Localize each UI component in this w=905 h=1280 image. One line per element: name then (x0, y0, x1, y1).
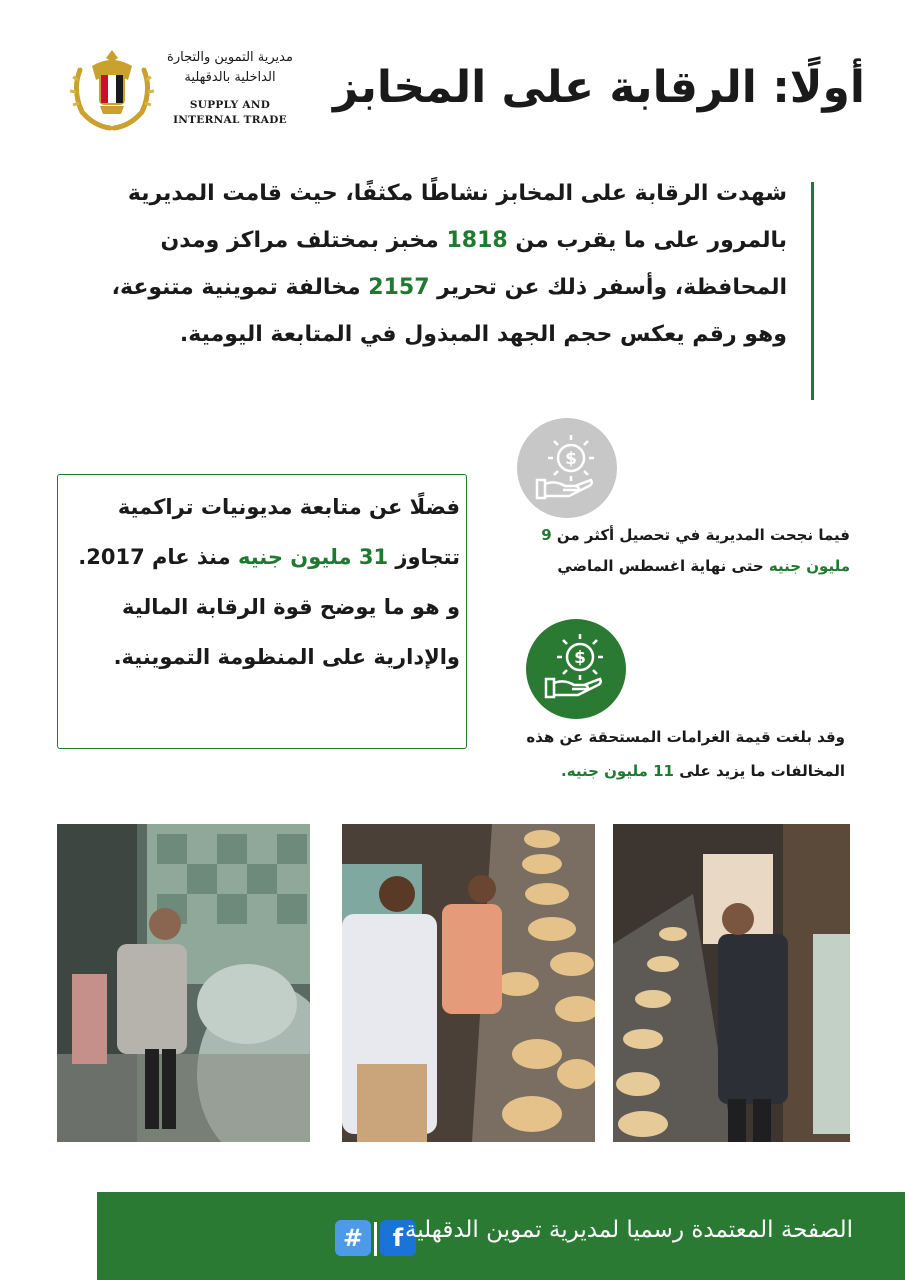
org-name-ar (160, 48, 300, 88)
intro-text-3: مخالفة تموينية متنوعة، وهو رقم يعكس حجم الجهد المبذول في المتابعة اليومية. (111, 275, 787, 347)
org-name-en-line2: INTERNAL TRADE (173, 114, 287, 126)
fines-text-2: . (561, 762, 567, 780)
social-divider (374, 1222, 377, 1256)
collection-amount: 9 مليون جنيه (541, 526, 850, 575)
hashtag-icon[interactable] (335, 1220, 371, 1256)
fines-amount: 11 مليون جنيه (566, 762, 674, 780)
hashtag-glyph: # (342, 1224, 364, 1252)
bakeries-count: 1818 (446, 228, 508, 253)
money-gear-hand-icon (526, 619, 626, 719)
ministry-logo (60, 38, 300, 138)
org-name-en (160, 98, 300, 128)
footer-page-text: الصفحة المعتمدة رسميا لمديرية تموين الدقهلية (404, 1217, 853, 1243)
photo-flour-storage (57, 824, 310, 1142)
money-gear-hand-icon (517, 418, 617, 518)
org-name-ar-line1: مديرية التموين والتجارة (167, 50, 293, 65)
page-title: أولًا: الرقابة على المخابز (332, 62, 865, 113)
debts-amount: 31 مليون جنيه (237, 545, 389, 569)
debts-text-1: فضلًا عن متابعة مديونيات تراكمية تتجاوز (117, 495, 460, 569)
svg-text:$: $ (574, 648, 586, 668)
collection-paragraph (510, 520, 850, 582)
violations-count: 2157 (368, 275, 430, 300)
collection-text-2: حتى نهاية اغسطس الماضي (557, 557, 769, 575)
photo-bakery-conveyor (342, 824, 595, 1142)
facebook-glyph: f (392, 1224, 404, 1252)
photo-bakery-inspection (613, 824, 850, 1142)
debts-paragraph (75, 482, 460, 682)
fines-paragraph (505, 720, 845, 788)
org-name-ar-line2: الداخلية بالدقهلية (184, 70, 276, 85)
debts-text-2: منذ عام 2017. و هو ما يوضح قوة الرقابة المالية والإدارية على المنظومة التموينية. (78, 545, 460, 669)
eagle-emblem-icon (66, 40, 158, 132)
intro-text-2: مخبز بمختلف مراكز ومدن المحافظة، وأسفر ذلك عن تحرير (160, 228, 787, 300)
intro-paragraph (107, 170, 787, 358)
intro-accent-bar (811, 182, 814, 400)
fines-text-1: وقد بلغت قيمة الغرامات المستحقة عن هذه المخالفات ما يزيد على (526, 728, 845, 780)
org-name-en-line1: SUPPLY AND (189, 99, 271, 111)
intro-text-1: شهدت الرقابة على المخابز نشاطًا مكثفًا، حيث قامت المديرية بالمرور على ما يقرب من (127, 181, 787, 253)
svg-text:$: $ (565, 449, 577, 469)
collection-text-1: فيما نجحت المديرية في تحصيل أكثر من (551, 526, 850, 544)
